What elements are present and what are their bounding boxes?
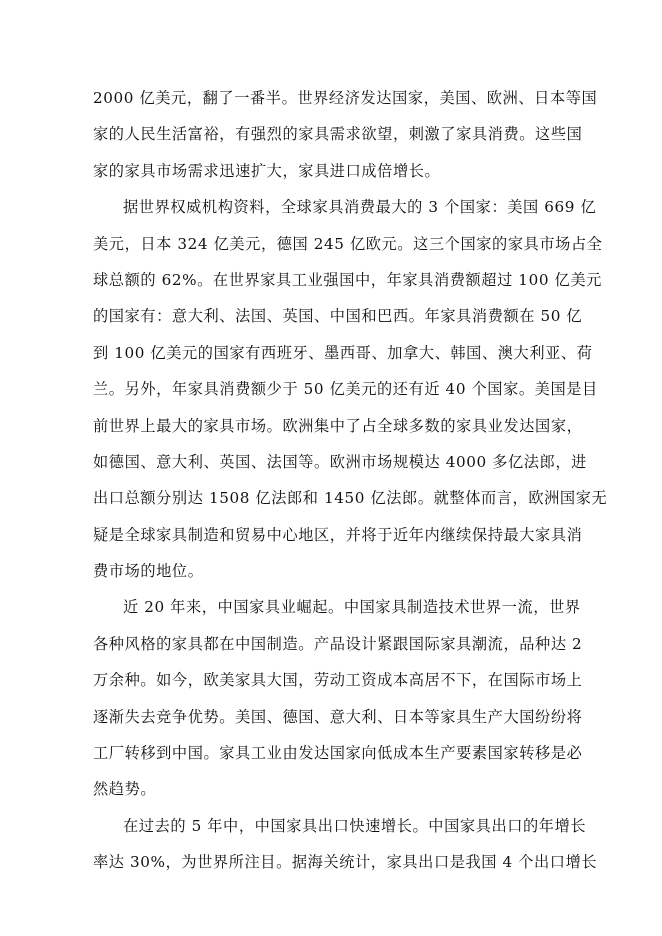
text-line: 各种风格的家具都在中国制造。产品设计紧跟国际家具潮流，品种达 2 <box>93 634 583 653</box>
text-line: 出口总额分别达 1508 亿法郎和 1450 亿法郎。就整体而言，欧洲国家无 <box>93 489 608 508</box>
text-line: 近 20 年来，中国家具业崛起。中国家具制造技术世界一流，世界 <box>123 598 581 617</box>
text-line: 在过去的 5 年中，中国家具出口快速增长。中国家具出口的年增长 <box>123 816 587 835</box>
paragraph-4 <box>93 808 598 881</box>
text-line: 逐渐失去竞争优势。美国、德国、意大利、日本等家具生产大国纷纷将 <box>93 707 583 726</box>
text-line: 疑是全球家具制造和贸易中心地区，并将于近年内继续保持最大家具消 <box>93 525 583 544</box>
text-line: 美元，日本 324 亿美元，德国 245 亿欧元。这三个国家的家具市场占全 <box>93 234 603 253</box>
text-line: 家的人民生活富裕，有强烈的家具需求欲望，刺激了家具消费。这些国 <box>93 125 583 144</box>
paragraph-1 <box>93 80 598 189</box>
text-line: 兰。另外，年家具消费额少于 50 亿美元的还有近 40 个国家。美国是目 <box>93 380 598 399</box>
text-line: 的国家有：意大利、法国、英国、中国和巴西。年家具消费额在 50 亿 <box>93 307 583 326</box>
text-line: 费市场的地位。 <box>93 562 204 581</box>
text-line: 然趋势。 <box>93 780 157 799</box>
text-line: 工厂转移到中国。家具工业由发达国家向低成本生产要素国家转移是必 <box>93 744 583 763</box>
text-line: 前世界上最大的家具市场。欧洲集中了占全球多数的家具业发达国家， <box>93 416 583 435</box>
text-line: 率达 30%，为世界所注目。据海关统计，家具出口是我国 4 个出口增长 <box>93 853 598 872</box>
paragraph-2 <box>93 189 608 589</box>
text-line: 到 100 亿美元的国家有西班牙、墨西哥、加拿大、韩国、澳大利亚、荷 <box>93 343 593 362</box>
text-line: 万余种。如今，欧美家具大国，劳动工资成本高居不下，在国际市场上 <box>93 671 583 690</box>
text-line: 如德国、意大利、英国、法国等。欧洲市场规模达 4000 多亿法郎，进 <box>93 452 587 471</box>
text-line: 球总额的 62%。在世界家具工业强国中，年家具消费额超过 100 亿美元 <box>93 270 602 289</box>
text-line: 家的家具市场需求迅速扩大，家具进口成倍增长。 <box>93 161 441 180</box>
body-text <box>93 80 608 881</box>
paragraph-3 <box>93 589 593 807</box>
text-line: 2000 亿美元，翻了一番半。世界经济发达国家，美国、欧洲、日本等国 <box>93 89 598 107</box>
text-line: 据世界权威机构资料，全球家具消费最大的 3 个国家：美国 669 亿 <box>123 198 597 217</box>
